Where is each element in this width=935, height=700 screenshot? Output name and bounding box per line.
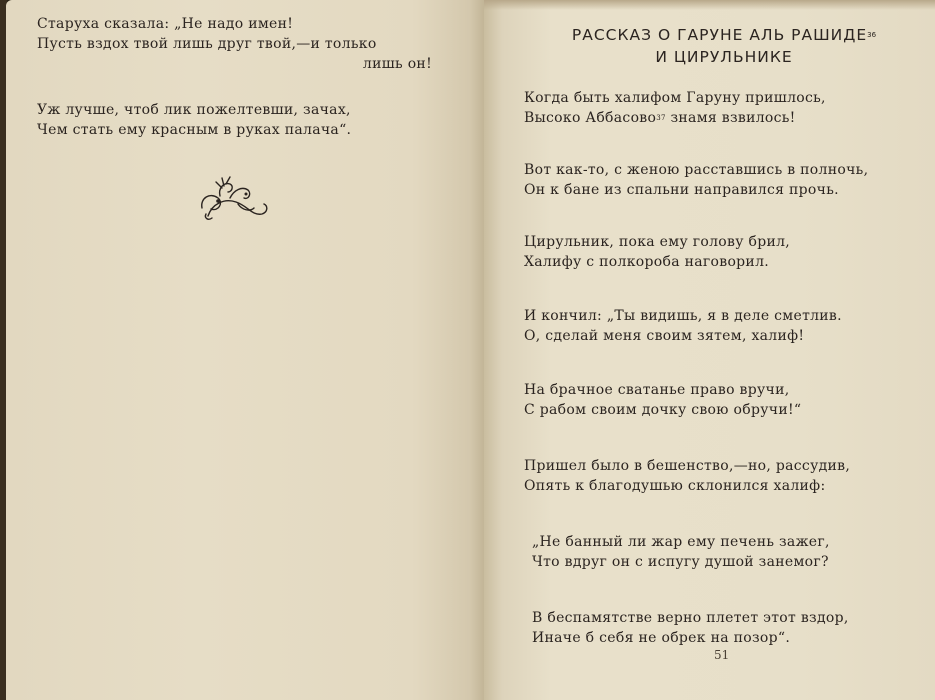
verse-line: С рабом своим дочку свою обручи!“ xyxy=(524,402,802,418)
verse-line: В беспамятстве верно плетет этот вздор, xyxy=(532,610,849,626)
verse-line: Иначе б себя не обрек на позор“. xyxy=(532,630,791,646)
footnote-marker: 36 xyxy=(867,31,877,39)
left-stanza-2 xyxy=(37,100,387,140)
verse-line: Опять к благодушью склонился халиф: xyxy=(524,478,826,494)
chapter-title-line-2: И ЦИРУЛЬНИКЕ xyxy=(655,48,793,66)
verse-line: Он к бане из спальни направился прочь. xyxy=(524,182,839,198)
page-number: 51 xyxy=(714,648,730,662)
verse-line: Чем стать ему красным в руках палача“. xyxy=(37,122,352,138)
verse-line: О, сделай меня своим зятем, халиф! xyxy=(524,328,805,344)
page-shadow xyxy=(484,0,935,10)
chapter-title-text: РАССКАЗ О ГАРУНЕ АЛЬ РАШИДЕ xyxy=(571,26,868,44)
right-page xyxy=(484,0,935,700)
verse-line: „Не банный ли жар ему печень зажег, xyxy=(532,534,830,550)
verse-line: Старуха сказала: „Не надо имен! xyxy=(37,16,294,32)
right-stanza-5 xyxy=(524,380,801,420)
right-stanza-7 xyxy=(532,532,830,572)
right-stanza-2 xyxy=(524,160,868,200)
right-stanza-1 xyxy=(524,88,826,128)
right-stanza-4 xyxy=(524,306,842,346)
verse-line: лишь он! xyxy=(362,56,432,72)
floral-vignette-icon xyxy=(194,174,274,224)
right-stanza-3 xyxy=(524,232,790,272)
verse-line: На брачное сватанье право вручи, xyxy=(524,382,790,398)
chapter-title-line-1 xyxy=(524,24,924,46)
left-page xyxy=(6,0,484,700)
verse-line: Халифу с полкороба наговорил. xyxy=(524,254,770,270)
verse-text: Высоко Аббасово xyxy=(524,110,657,126)
verse-line: Уж лучше, чтоб лик пожелтевши, зачах, xyxy=(37,102,351,118)
chapter-title xyxy=(524,24,924,68)
footnote-marker: 37 xyxy=(656,114,666,122)
verse-line: Когда быть халифом Гаруну пришлось, xyxy=(524,90,826,106)
verse-line: И кончил: „Ты видишь, я в деле сметлив. xyxy=(524,308,842,324)
right-stanza-6 xyxy=(524,456,850,496)
verse-line: Что вдруг он с испугу душой занемог? xyxy=(532,554,829,570)
verse-line: Цирульник, пока ему голову брил, xyxy=(524,234,791,250)
right-stanza-8 xyxy=(532,608,849,648)
left-stanza-1 xyxy=(37,14,432,74)
verse-line xyxy=(524,108,826,128)
verse-text: знамя взвилось! xyxy=(665,110,796,126)
verse-line: Вот как-то, с женою расставшись в полночь, xyxy=(524,162,869,178)
verse-line: Пришел было в бешенство,—но, рассудив, xyxy=(524,458,851,474)
verse-line: Пусть вздох твой лишь друг твой,—и только xyxy=(37,36,377,52)
